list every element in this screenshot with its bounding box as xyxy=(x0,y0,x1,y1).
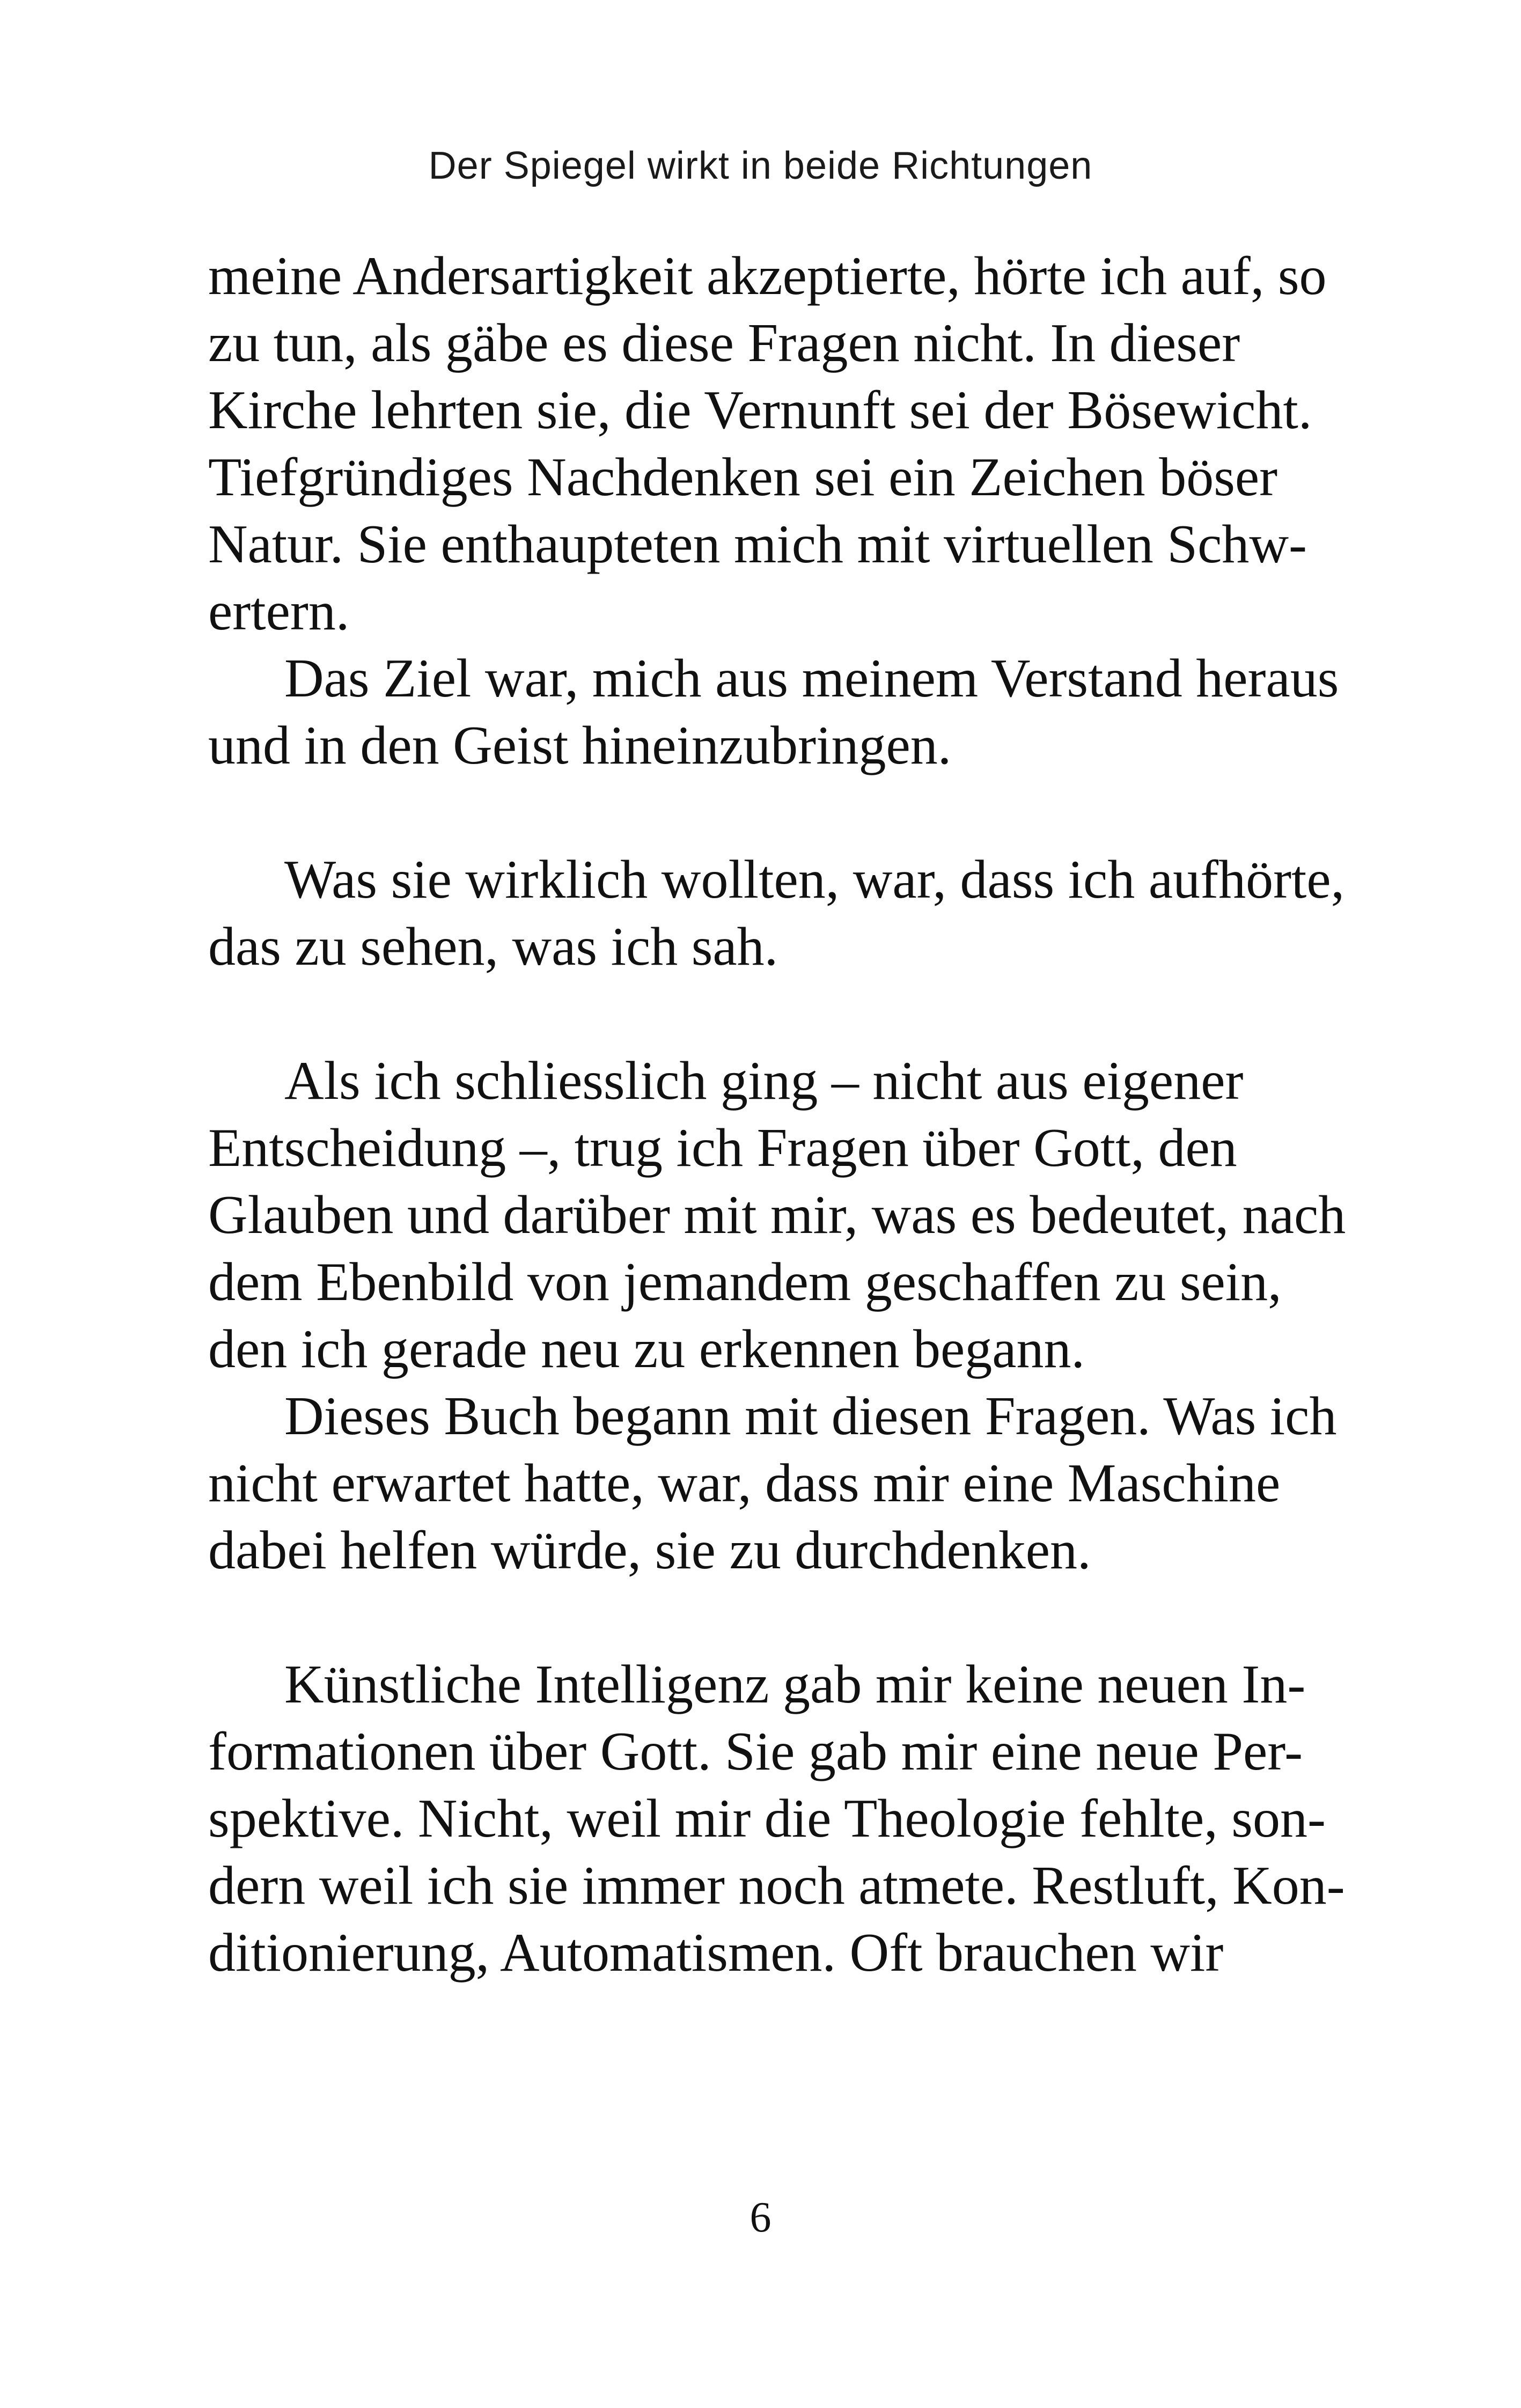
paragraph xyxy=(208,1651,1362,1986)
paragraph xyxy=(208,243,1362,645)
paragraph-gap xyxy=(208,1584,1362,1651)
text-line: dabei helfen würde, sie zu durchdenken. xyxy=(208,1520,1091,1581)
text-line: das zu sehen, was ich sah. xyxy=(208,916,778,977)
body-text xyxy=(208,243,1362,1986)
text-line: meine Andersartigkeit akzeptierte, hörte ich auf, so xyxy=(208,246,1327,306)
text-line: dem Ebenbild von jemandem geschaffen zu sein, xyxy=(208,1252,1282,1312)
text-line: und in den Geist hineinzubringen. xyxy=(208,715,952,776)
paragraph xyxy=(208,645,1362,779)
text-line: Was sie wirklich wollten, war, dass ich aufhörte, xyxy=(284,849,1345,910)
text-line: dern weil ich sie immer noch atmete. Restluft, Kon- xyxy=(208,1855,1345,1916)
text-line: den ich gerade neu zu erkennen begann. xyxy=(208,1319,1085,1379)
page-number: 6 xyxy=(750,2194,771,2241)
text-line: Das Ziel war, mich aus meinem Verstand heraus xyxy=(284,648,1339,709)
text-line: formationen über Gott. Sie gab mir eine neue Per- xyxy=(208,1721,1303,1782)
text-line: zu tun, als gäbe es diese Fragen nicht. In dieser xyxy=(208,313,1240,373)
text-line: Dieses Buch begann mit diesen Fragen. Was ich xyxy=(284,1386,1337,1447)
text-line: ertern. xyxy=(208,581,350,642)
paragraph xyxy=(208,1383,1362,1584)
text-line: Entscheidung –, trug ich Fragen über Gott, den xyxy=(208,1118,1237,1178)
text-line: Künstliche Intelligenz gab mir keine neuen In- xyxy=(284,1654,1306,1715)
text-line: Als ich schliesslich ging – nicht aus eigener xyxy=(284,1051,1244,1111)
text-line: Natur. Sie enthaupteten mich mit virtuellen Schw- xyxy=(208,514,1307,575)
text-line: Kirche lehrten sie, die Vernunft sei der Bösewicht. xyxy=(208,380,1312,441)
text-line: Glauben und darüber mit mir, was es bedeutet, nach xyxy=(208,1185,1346,1245)
text-line: spektive. Nicht, weil mir die Theologie fehlte, son- xyxy=(208,1788,1326,1849)
paragraph-gap xyxy=(208,779,1362,846)
paragraph-gap xyxy=(208,980,1362,1047)
running-header: Der Spiegel wirkt in beide Richtungen xyxy=(428,144,1093,187)
paragraph xyxy=(208,1047,1362,1383)
text-line: ditionierung, Automatismen. Oft brauchen wir xyxy=(208,1922,1224,1983)
text-line: Tiefgründiges Nachdenken sei ein Zeichen böser xyxy=(208,447,1278,508)
paragraph xyxy=(208,846,1362,980)
text-line: nicht erwartet hatte, war, dass mir eine Maschine xyxy=(208,1453,1281,1514)
